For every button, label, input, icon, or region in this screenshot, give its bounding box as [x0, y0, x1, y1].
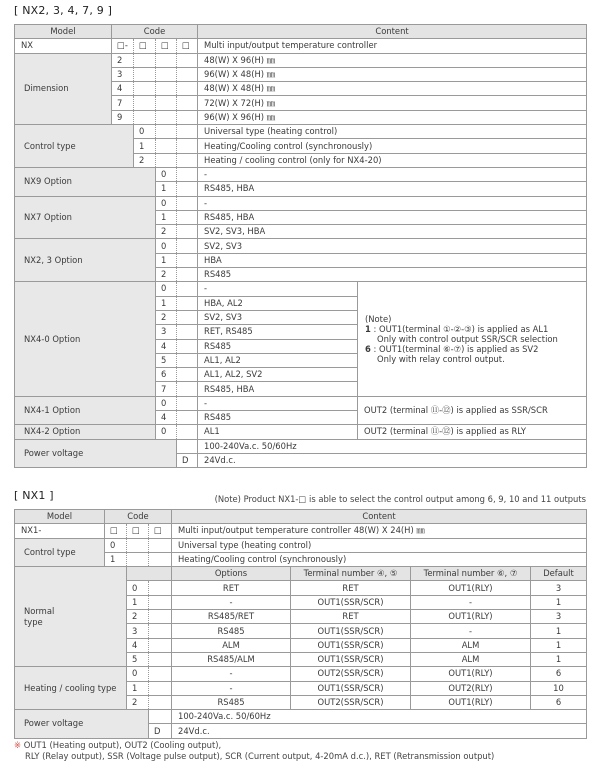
- header-model: Model: [15, 25, 112, 39]
- table-row: [15, 425, 587, 439]
- code-cell: 1: [134, 139, 156, 153]
- terminal-4-5-cell: OUT1(SSR/SCR): [291, 638, 411, 652]
- code-cell: [177, 439, 198, 453]
- power-voltage-label: Power voltage: [15, 439, 177, 468]
- options-cell: -: [172, 681, 291, 695]
- code-box: □-: [112, 39, 134, 53]
- options-cell: -: [172, 595, 291, 609]
- code-box: □: [127, 524, 149, 538]
- terminal-6-7-cell: OUT1(RLY): [411, 667, 531, 681]
- content-cell: 72(W) X 72(H) ㎜: [198, 96, 587, 110]
- options-cell: RS485/RET: [172, 610, 291, 624]
- content-cell: Heating/Cooling control (synchronously): [198, 139, 587, 153]
- code-cell: 0: [156, 167, 177, 181]
- code-cell: D: [177, 453, 198, 467]
- default-cell: 1: [531, 638, 587, 652]
- content-cell: SV2, SV3, HBA: [198, 225, 587, 239]
- footnote-mark-icon: ※: [14, 740, 22, 750]
- code-cell: 0: [156, 282, 177, 296]
- terminal-4-5-cell: RET: [291, 581, 411, 595]
- table-row: [15, 239, 587, 253]
- content-cell: 96(W) X 48(H) ㎜: [198, 67, 587, 81]
- default-cell: 6: [531, 695, 587, 709]
- nx1-row: [15, 524, 587, 538]
- content-cell: RS485: [198, 339, 358, 353]
- code-box: □: [134, 39, 156, 53]
- header-content: Content: [198, 25, 587, 39]
- code-cell: D: [149, 724, 172, 738]
- nx-content: Multi input/output temperature controller: [198, 39, 587, 53]
- code-cell: 4: [112, 82, 134, 96]
- code-cell: 2: [134, 153, 156, 167]
- content-cell: Universal type (heating control): [172, 538, 587, 552]
- code-cell: 0: [156, 239, 177, 253]
- content-cell: 96(W) X 96(H) ㎜: [198, 110, 587, 124]
- nx1-ordering-table: [14, 509, 587, 739]
- table-row: [15, 196, 587, 210]
- content-cell: HBA, AL2: [198, 296, 358, 310]
- note-1-line1: : OUT1(terminal ①-②-③) is applied as AL1: [370, 324, 549, 335]
- content-cell: HBA: [198, 253, 587, 267]
- code-cell: 7: [112, 96, 134, 110]
- terminal-6-7-cell: OUT1(RLY): [411, 695, 531, 709]
- header-options: Options: [172, 567, 291, 581]
- code-box: □: [105, 524, 127, 538]
- code-cell: 9: [112, 110, 134, 124]
- default-cell: 3: [531, 610, 587, 624]
- terminal-6-7-cell: OUT1(RLY): [411, 610, 531, 624]
- section-title-nx1: [ NX1 ]: [14, 489, 54, 502]
- default-cell: 3: [531, 581, 587, 595]
- heating-cooling-type-label: Heating / cooling type: [15, 667, 127, 710]
- header-content: Content: [172, 510, 587, 524]
- code-cell: [149, 710, 172, 724]
- terminal-4-5-cell: OUT2(SSR/SCR): [291, 695, 411, 709]
- nx1-top-note: (Note) Product NX1-□ is able to select the control output among 6, 9, 10 and 11 outputs: [214, 494, 586, 504]
- content-cell: Universal type (heating control): [198, 125, 587, 139]
- options-header-row: [15, 567, 587, 581]
- table-row: [15, 439, 587, 453]
- nx4-2-note: OUT2 (terminal ⑪-⑫) is applied as RLY: [358, 425, 587, 439]
- code-cell: 0: [127, 581, 149, 595]
- dimension-label: Dimension: [15, 53, 112, 124]
- nx4-1-note: OUT2 (terminal ⑪-⑫) is applied as SSR/SCR: [358, 396, 587, 425]
- nx1-content: Multi input/output temperature controller 48(W) X 24(H) ㎜: [172, 524, 587, 538]
- terminal-6-7-cell: OUT1(RLY): [411, 581, 531, 595]
- code-cell: 1: [127, 595, 149, 609]
- code-cell: 1: [127, 681, 149, 695]
- content-cell: AL1, AL2: [198, 353, 358, 367]
- terminal-4-5-cell: OUT1(SSR/SCR): [291, 681, 411, 695]
- power-voltage-label: Power voltage: [15, 710, 149, 739]
- normal-type-label: Normal type: [15, 567, 127, 667]
- code-cell: 0: [105, 538, 127, 552]
- note-1-line2: Only with control output SSR/SCR selection: [377, 334, 558, 345]
- options-cell: RS485: [172, 624, 291, 638]
- content-cell: Heating/Cooling control (synchronously): [172, 552, 587, 566]
- code-cell: 0: [156, 396, 177, 410]
- content-cell: -: [198, 396, 358, 410]
- terminal-4-5-cell: OUT1(SSR/SCR): [291, 624, 411, 638]
- table-row: [15, 710, 587, 724]
- section-title-nx2-3-4-7-9: [ NX2, 3, 4, 7, 9 ]: [14, 4, 113, 17]
- terminal-4-5-cell: OUT2(SSR/SCR): [291, 667, 411, 681]
- code-cell: 5: [156, 353, 177, 367]
- options-cell: ALM: [172, 638, 291, 652]
- content-cell: SV2, SV3: [198, 239, 587, 253]
- nx-label: NX: [15, 39, 112, 53]
- nx9-option-label: NX9 Option: [15, 167, 156, 196]
- default-cell: 1: [531, 624, 587, 638]
- code-cell: 1: [105, 552, 127, 566]
- terminal-6-7-cell: -: [411, 624, 531, 638]
- nx4-0-option-label: NX4-0 Option: [15, 282, 156, 396]
- code-cell: 4: [156, 339, 177, 353]
- code-cell: 0: [156, 425, 177, 439]
- content-cell: RS485: [198, 411, 358, 425]
- control-type-label: Control type: [15, 125, 134, 168]
- code-cell: 0: [127, 667, 149, 681]
- header-row: [15, 25, 587, 39]
- code-cell: 1: [156, 296, 177, 310]
- note-title: (Note): [365, 314, 392, 325]
- content-cell: -: [198, 196, 587, 210]
- code-cell: 4: [127, 638, 149, 652]
- note-6-line1: : OUT1(terminal ⑥-⑦) is applied as SV2: [370, 344, 539, 355]
- content-cell: Heating / cooling control (only for NX4-20): [198, 153, 587, 167]
- code-cell: 6: [156, 368, 177, 382]
- content-cell: AL1, AL2, SV2: [198, 368, 358, 382]
- content-cell: 24Vd.c.: [198, 453, 587, 467]
- content-cell: 24Vd.c.: [172, 724, 587, 738]
- note-6-line2: Only with relay control output.: [377, 354, 505, 365]
- table-row: [15, 167, 587, 181]
- note-key-6: 6: [365, 344, 371, 355]
- content-cell: RS485, HBA: [198, 382, 358, 396]
- content-cell: AL1: [198, 425, 358, 439]
- footnote: [14, 740, 494, 762]
- code-cell: 7: [156, 382, 177, 396]
- code-cell: 2: [112, 53, 134, 67]
- header-terminal-6-7: Terminal number ⑥, ⑦: [411, 567, 531, 581]
- options-cell: RS485/ALM: [172, 652, 291, 666]
- code-cell: 3: [112, 67, 134, 81]
- terminal-6-7-cell: ALM: [411, 652, 531, 666]
- code-cell: 2: [127, 610, 149, 624]
- code-cell: 2: [156, 225, 177, 239]
- content-cell: RS485, HBA: [198, 182, 587, 196]
- code-cell: 1: [156, 253, 177, 267]
- header-code: Code: [105, 510, 172, 524]
- header-model: Model: [15, 510, 105, 524]
- control-type-label: Control type: [15, 538, 105, 567]
- code-box: □: [177, 39, 198, 53]
- content-cell: 48(W) X 48(H) ㎜: [198, 82, 587, 96]
- content-cell: RS485: [198, 268, 587, 282]
- code-cell: 3: [127, 624, 149, 638]
- options-cell: -: [172, 667, 291, 681]
- nx-row: [15, 39, 587, 53]
- table-row: [15, 667, 587, 681]
- content-cell: -: [198, 167, 587, 181]
- default-cell: 10: [531, 681, 587, 695]
- header-row: [15, 510, 587, 524]
- nx7-option-label: NX7 Option: [15, 196, 156, 239]
- default-cell: 6: [531, 667, 587, 681]
- code-cell: 0: [156, 196, 177, 210]
- content-cell: -: [198, 282, 358, 296]
- nx2-3-option-label: NX2, 3 Option: [15, 239, 156, 282]
- code-cell: 1: [156, 210, 177, 224]
- code-cell: 2: [156, 310, 177, 324]
- code-cell: 5: [127, 652, 149, 666]
- table-row: [15, 396, 587, 410]
- terminal-6-7-cell: -: [411, 595, 531, 609]
- terminal-6-7-cell: ALM: [411, 638, 531, 652]
- terminal-6-7-cell: OUT2(RLY): [411, 681, 531, 695]
- default-cell: 1: [531, 652, 587, 666]
- footnote-line2: RLY (Relay output), SSR (Voltage pulse output), SCR (Current output, 4-20mA d.c.), RET (Retransmission output): [25, 751, 495, 761]
- default-cell: 1: [531, 595, 587, 609]
- code-box: □: [149, 524, 172, 538]
- nx4-2-option-label: NX4-2 Option: [15, 425, 156, 439]
- footnote-line1: OUT1 (Heating output), OUT2 (Cooling output),: [21, 740, 222, 750]
- content-cell: RS485, HBA: [198, 210, 587, 224]
- nx4-0-note: [358, 282, 587, 396]
- code-cell: 3: [156, 325, 177, 339]
- content-cell: RET, RS485: [198, 325, 358, 339]
- content-cell: 48(W) X 96(H) ㎜: [198, 53, 587, 67]
- content-cell: 100-240Va.c. 50/60Hz: [198, 439, 587, 453]
- terminal-4-5-cell: RET: [291, 610, 411, 624]
- code-cell: 4: [156, 411, 177, 425]
- terminal-4-5-cell: OUT1(SSR/SCR): [291, 652, 411, 666]
- nx1-label: NX1-: [15, 524, 105, 538]
- code-cell: 1: [156, 182, 177, 196]
- nx4-1-option-label: NX4-1 Option: [15, 396, 156, 425]
- code-box: □: [156, 39, 177, 53]
- options-cell: RET: [172, 581, 291, 595]
- table-row: [15, 53, 587, 67]
- code-cell: 2: [127, 695, 149, 709]
- header-default: Default: [531, 567, 587, 581]
- options-cell: RS485: [172, 695, 291, 709]
- table-row: [15, 125, 587, 139]
- header-terminal-4-5: Terminal number ④, ⑤: [291, 567, 411, 581]
- note-key-1: 1: [365, 324, 371, 335]
- nx-ordering-table: [14, 24, 587, 468]
- code-cell: 2: [156, 268, 177, 282]
- content-cell: 100-240Va.c. 50/60Hz: [172, 710, 587, 724]
- content-cell: SV2, SV3: [198, 310, 358, 324]
- table-row: [15, 282, 587, 296]
- code-cell: 0: [134, 125, 156, 139]
- header-code: Code: [112, 25, 198, 39]
- table-row: [15, 538, 587, 552]
- terminal-4-5-cell: OUT1(SSR/SCR): [291, 595, 411, 609]
